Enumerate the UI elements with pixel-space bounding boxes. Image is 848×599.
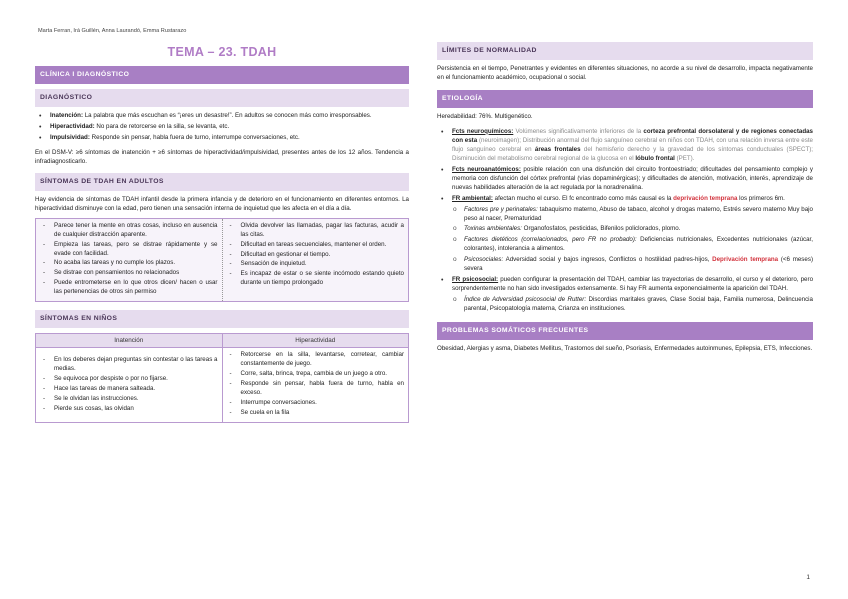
list-item: o Factores pre y perinatales: tabaquismo materno, Abuso de tabaco, alcohol y drogas materno, Estrés severo materno Muy bajo peso al nacer, Prematuridad [452, 206, 813, 224]
left-column [35, 42, 409, 423]
list-item: • Fcts neuroanatómicos: posible relación con una disfunción del circuito frontoestriado; dificultades del pensamiento complejo y memoria con disfunción del córtex prefrontal (vías dopaminérgicas); y dificultades de atención, motivación, interés, aprendizaje de nuevas habilidades alteración de la act regulada por la noradrenalina. [437, 166, 813, 193]
list-item: • FR psicosocial: pueden configurar la presentación del TDAH, cambiar las trayectorias de desarrollo, el curso y el deterioro, pero sorprendentemente no han sido investigados extensamente. Si hay FR aumenta exponencialmente la aparición del TDAH. o Índice de Adversidad psicosocial de Rutter: Discordias maritales graves, Clase Social baja, Familia numerosa, Delincuencia parental, Psicopatología materna, Crianza en instituciones. [437, 276, 813, 314]
list-item: - En los deberes dejan preguntas sin contestar o las tareas a medias. [40, 356, 218, 374]
section-header-etiologia: ETIOLOGÍA [437, 90, 813, 108]
page-title: TEMA – 23. TDAH [167, 45, 277, 59]
list-item: - Interrumpe conversaciones. [227, 399, 405, 408]
list-item: o Factores dietéticos (correlacionados, pero FR no probado): Deficiencias nutricionales, Excedentes nutricionales (azúcar, colorantes), intolerancia a alimentos. [452, 236, 813, 254]
list-item: - Retorcerse en la silla, levantarse, corretear, cambiar constantemente de juego. [227, 351, 405, 369]
list-item: - Pierde sus cosas, las olvidan [40, 405, 218, 414]
list-item: - Se equivoca por despiste o por no fijarse. [40, 375, 218, 384]
diagnosis-list [35, 112, 409, 143]
list-item: - Corre, salta, brinca, trepa, cambia de un juego a otro. [227, 370, 405, 379]
list-item: - Se le olvidan las instrucciones. [40, 395, 218, 404]
limits-text: Persistencia en el tiempo, Penetrantes y evidentes en diferentes situaciones, no acorde a su nivel de desarrollo, impacta negativamente en el funcionamiento académico, ocupacional o social. [437, 64, 813, 81]
list-item: - Dificultad en tareas secuenciales, mantener el orden. [227, 241, 405, 250]
page-number: 1 [806, 573, 810, 581]
heredability-text: Heredabilidad: 76%. Multigenético. [437, 112, 533, 120]
adult-symptoms-col-2 [222, 219, 409, 302]
adult-symptoms-box [35, 218, 409, 303]
list-item: • Impulsividad: Responde sin pensar, habla fuera de turno, interrumpe conversaciones, etc. [35, 134, 409, 143]
environmental-sublist [452, 206, 813, 275]
list-item: • Inatención: La palabra que más escuchan es “¡eres un desastre!”. En adultos se conocen más como irresponsables. [35, 112, 409, 121]
list-item: • Fcts neuroquímicos: Volúmenes significativamente inferiores de la corteza prefrontal dorsolateral y de regiones conectadas con esta (neuroimagen); Distribución anormal del flujo sanguíneo cerebral en niños con TDAH, con una relación inversa entre este flujo sanguíneo cerebral en áreas frontales del hemisferio derecho y la gravedad de los síntomas conductuales (SPECT); Disminución del metabolismo cerebral regional de la glucosa en el lóbulo frontal (PET). [437, 128, 813, 164]
psychosocial-sublist [452, 296, 813, 314]
list-item: • Hiperactividad: No para de retorcerse en la silla, se levanta, etc. [35, 123, 409, 132]
kids-hyperactivity-cell [222, 348, 409, 423]
list-item: - Responde sin pensar, habla fuera de turno, habla en exceso. [227, 380, 405, 398]
list-item: - Se distrae con pensamientos no relacionados [40, 269, 218, 278]
list-item: - Hace las tareas de manera salteada. [40, 385, 218, 394]
list-item: - Es incapaz de estar o se siente incómodo estando quieto durante un tiempo prolongado [227, 270, 405, 288]
list-item: - Sensación de inquietud. [227, 260, 405, 269]
section-header-diagnostico: DIAGNÓSTICO [35, 89, 409, 107]
list-item: - Empieza las tareas, pero se distrae rápidamente y se evade con facilidad. [40, 241, 218, 259]
kids-inattention-cell [36, 348, 223, 423]
somatic-text: Obesidad, Alergias y asma, Diabetes Mellitus, Trastornos del sueño, Psoriasis, Enfermedades autoinmunes, Epilepsia, ETS, Infecciones. [437, 345, 813, 353]
list-item: o Psicosociales: Adversidad social y bajos ingresos, Conflictos o hostilidad padres-hijos, Deprivación temprana (<6 meses) severa [452, 256, 813, 274]
section-header-somaticos: PROBLEMAS SOMÁTICOS FRECUENTES [437, 322, 813, 340]
adult-symptoms-col-1 [36, 219, 222, 302]
kids-symptoms-table [35, 333, 409, 423]
list-item: - Parece tener la mente en otras cosas, incluso en ausencia de cualquier distracción aparente. [40, 222, 218, 240]
list-item: - Puede entrometerse en lo que otros dicen/ hacen o usar las pertenencias de otros sin permiso [40, 279, 218, 297]
right-column [437, 42, 813, 358]
list-item: • FR ambiental: afectan mucho el curso. El fc encontrado como más causal es la deprivación temprana los primeros 6m. o Factores pre y perinatales: tabaquismo materno, Abuso de tabaco, alcohol y drogas materno, Estrés severo materno Muy bajo peso al nacer, Prematuridad o Toxinas ambientales: Organofosfatos, pesticidas, Bifenilos policlorados, plomo. o Factores dietéticos (correlacionados, pero FR no probado): Deficiencias nutricionales, Excedentes nutricionales (azúcar, colorantes), intolerancia a alimentos. o Psicosociales: Adversidad social y bajos ingresos, Conflictos o hostilidad padres-hijos, Deprivación temprana (<6 meses) severa [437, 195, 813, 275]
list-item: - Olvida devolver las llamadas, pagar las facturas, acudir a las citas. [227, 222, 405, 240]
authors-line: Marta Ferran, Irá Guillén, Anna Laurandó, Emma Rustarazo [38, 28, 187, 34]
dsm-criteria-text: En el DSM-V: ≥6 síntomas de inatención + ≥6 síntomas de hiperactividad/impulsividad, presentes antes de los 12 años. Tendencia a infradiagnosticarlo. [35, 148, 409, 165]
list-item: o Toxinas ambientales: Organofosfatos, pesticidas, Bifenilos policlorados, plomo. [452, 225, 813, 234]
section-header-limites: LÍMITES DE NORMALIDAD [437, 42, 813, 60]
list-item: - Dificultad en gestionar el tiempo. [227, 251, 405, 260]
section-header-adultos: SÍNTOMAS DE TDAH EN ADULTOS [35, 173, 409, 191]
section-header-ninos: SÍNTOMAS EN NIÑOS [35, 310, 409, 328]
list-item: o Índice de Adversidad psicosocial de Rutter: Discordias maritales graves, Clase Social baja, Familia numerosa, Delincuencia parental, Psicopatología materna, Crianza en instituciones. [452, 296, 813, 314]
list-item: - No acaba las tareas y no cumple los plazos. [40, 259, 218, 268]
adult-intro-text: Hay evidencia de síntomas de TDAH infantil desde la primera infancia y de deterioro en el funcionamiento en diferentes entornos. La hiperactividad disminuye con la edad, pero tienen una sensación interna de inquietud que les afecta en el día a día. [35, 195, 409, 212]
section-header-clinica: CLÍNICA I DIAGNÓSTICO [35, 66, 409, 84]
table-header-inatencion: Inatención [36, 334, 223, 348]
table-header-hiperactividad: Hiperactividad [222, 334, 409, 348]
etiology-list [437, 128, 813, 315]
list-item: - Se cuela en la fila [227, 409, 405, 418]
